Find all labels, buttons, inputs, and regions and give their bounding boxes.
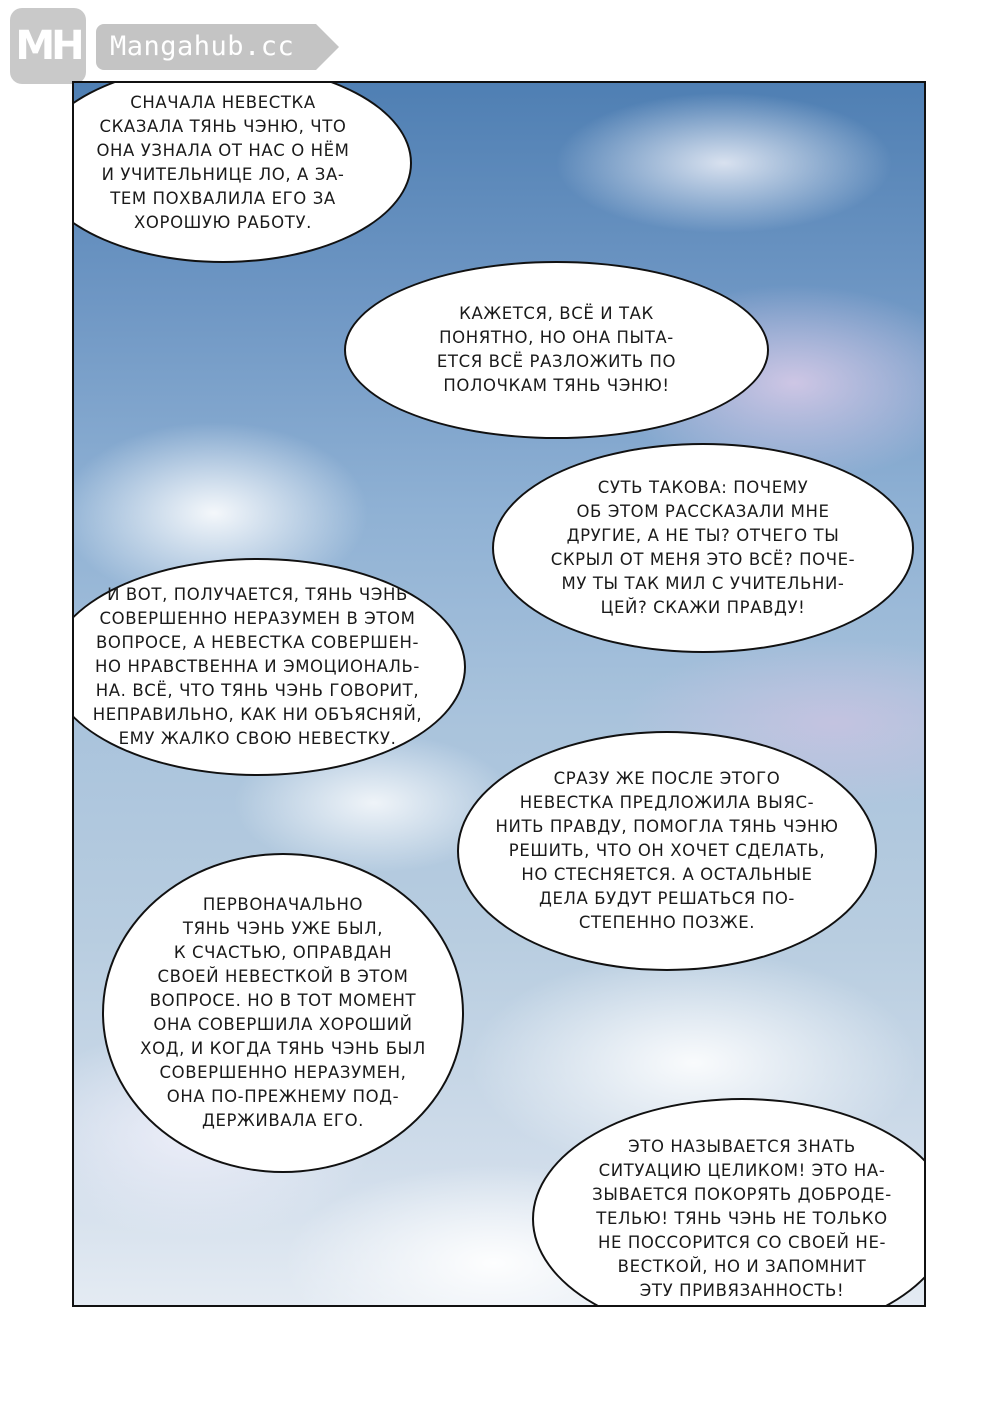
site-logo: MH [10,8,86,84]
site-name-tag [96,24,316,70]
speech-bubble-text: ЭТО НАЗЫВАЕТСЯ ЗНАТЬ СИТУАЦИЮ ЦЕЛИКОМ! ЭТО НА- ЗЫВАЕТСЯ ПОКОРЯТЬ ДОБРОДЕ- ТЕЛЬЮ! ТЯНЬ ЧЭНЬ НЕ ТОЛЬКО НЕ ПОССОРИТСЯ СО СВОЕЙ НЕ- ВЕСТКОЙ, НО И ЗАПОМНИТ ЭТУ ПРИВЯЗАННОСТЬ! [592,1137,892,1300]
speech-bubble-text: СРАЗУ ЖЕ ПОСЛЕ ЭТОГО НЕВЕСТКА ПРЕДЛОЖИЛА ВЫЯС- НИТЬ ПРАВДУ, ПОМОГЛА ТЯНЬ ЧЭНЮ РЕШИТЬ, ЧТО ОН ХОЧЕТ СДЕЛАТЬ, НО СТЕСНЯЕТСЯ. А ОСТАЛЬНЫЕ ДЕЛА БУДУТ РЕШАТЬСЯ ПО- СТЕПЕННО ПОЗЖЕ. [495,769,839,932]
speech-bubble-text: КАЖЕТСЯ, ВСЁ И ТАК ПОНЯТНО, НО ОНА ПЫТА- ЕТСЯ ВСЁ РАЗЛОЖИТЬ ПО ПОЛОЧКАМ ТЯНЬ ЧЭНЮ! [436,304,677,395]
comic-panel [72,81,926,1307]
speech-bubble-6 [102,853,464,1173]
speech-bubble-7 [532,1098,926,1307]
speech-bubble-text: СНАЧАЛА НЕВЕСТКА СКАЗАЛА ТЯНЬ ЧЭНЮ, ЧТО ОНА УЗНАЛА ОТ НАС О НЁМ И УЧИТЕЛЬНИЦЕ ЛО, А ЗА- ТЕМ ПОХВАЛИЛА ЕГО ЗА ХОРОШУЮ РАБОТУ. [96,93,350,232]
speech-bubble-2 [344,261,769,439]
speech-bubble-text: ПЕРВОНАЧАЛЬНО ТЯНЬ ЧЭНЬ УЖЕ БЫЛ, К СЧАСТЬЮ, ОПРАВДАН СВОЕЙ НЕВЕСТКОЙ В ЭТОМ ВОПРОСЕ. НО В ТОТ МОМЕНТ ОНА СОВЕРШИЛА ХОРОШИЙ ХОД, И КОГДА ТЯНЬ ЧЭНЬ БЫЛ СОВЕРШЕННО НЕРАЗУМЕН, ОНА ПО-ПРЕЖНЕМУ ПОД- ДЕРЖИВАЛА ЕГО. [140,895,426,1130]
speech-bubble-5 [457,731,877,971]
speech-bubble-text: И ВОТ, ПОЛУЧАЕТСЯ, ТЯНЬ ЧЭНЬ СОВЕРШЕННО НЕРАЗУМЕН В ЭТОМ ВОПРОСЕ, А НЕВЕСТКА СОВЕРШЕН- НО НРАВСТВЕННА И ЭМОЦИОНАЛЬ- НА. ВСЁ, ЧТО ТЯНЬ ЧЭНЬ ГОВОРИТ, НЕПРАВИЛЬНО, КАК НИ ОБЪЯСНЯЙ, ЕМУ ЖАЛКО СВОЮ НЕВЕСТКУ. [92,585,423,748]
speech-bubble-1 [72,81,412,263]
speech-bubble-3 [492,443,914,653]
speech-bubble-4 [72,558,466,776]
site-name: Mangahub.cc [110,31,295,62]
speech-bubble-text: СУТЬ ТАКОВА: ПОЧЕМУ ОБ ЭТОМ РАССКАЗАЛИ МНЕ ДРУГИЕ, А НЕ ТЫ? ОТЧЕГО ТЫ СКРЫЛ ОТ МЕНЯ ЭТО ВСЁ? ПОЧЕ- МУ ТЫ ТАК МИЛ С УЧИТЕЛЬНИ- ЦЕЙ? СКАЖИ ПРАВДУ! [550,478,856,617]
site-watermark [10,8,340,86]
